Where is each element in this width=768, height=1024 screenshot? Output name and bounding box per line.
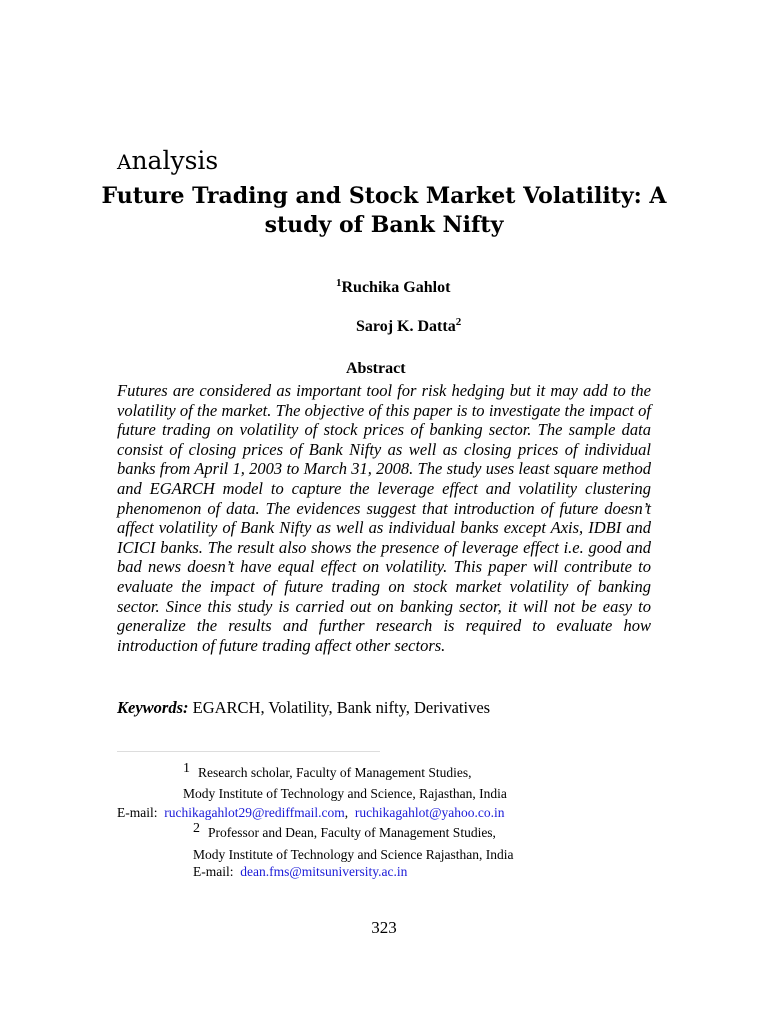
- footnote-2-email-label: E-mail:: [193, 864, 234, 879]
- footnote-divider: [117, 751, 380, 752]
- footnote-1-email-label: E-mail:: [117, 805, 158, 820]
- footnote-1-email-link-1[interactable]: ruchikagahlot29@rediffmail.com: [164, 805, 345, 820]
- footnote-1-email-separator: ,: [344, 805, 349, 820]
- keywords-text: EGARCH, Volatility, Bank nifty, Derivatives: [192, 698, 491, 717]
- paper-title: Future Trading and Stock Market Volatility: A study of Bank Nifty: [101, 183, 667, 238]
- footnote-1-email-link-2[interactable]: ruchikagahlot@yahoo.co.in: [354, 805, 505, 820]
- footnote-1-affiliation: Research scholar, Faculty of Management Studies,: [198, 765, 472, 780]
- keywords-label: Keywords:: [117, 698, 189, 717]
- author-2-name: Saroj K. Datta: [356, 318, 456, 335]
- footnote-1-mark: 1: [183, 761, 190, 776]
- footnote-1-line2: Mody Institute of Technology and Science, Rajasthan, India: [183, 786, 507, 801]
- abstract-heading: Abstract: [346, 360, 406, 377]
- author-1-name: Ruchika Gahlot: [341, 279, 451, 296]
- abstract-body: Futures are considered as important tool for risk hedging but it may add to the volatility of the market. The objective of this paper is to investigate the impact of future trading on volatility of stock prices of banking sector. The sample data consist of closing prices of Bank Nifty as well as closing prices of individual banks from April 1, 2003 to March 31, 2008. The study uses least square method and EGARCH model to capture the leverage effect and volatility clustering phenomenon of data. The evidences suggest that introduction of future doesn’t affect volatility of Bank Nifty as well as individual banks except Axis, IDBI and ICICI banks. The result also shows the presence of leverage effect i.e. good and bad news doesn’t have equal effect on volatility. This paper will contribute to evaluate the impact of future trading on stock market volatility of banking sector. Since this study is carried out on banking sector, it will not be easy to generalize the results and further research is required to evaluate how introduction of future trading affect other sectors.: [117, 381, 651, 655]
- footnote-2-mark: 2: [193, 821, 200, 836]
- footnote-2-email-link[interactable]: dean.fms@mitsuniversity.ac.in: [240, 864, 408, 879]
- author-2-mark: 2: [455, 316, 462, 328]
- keywords: [117, 698, 490, 718]
- author-2: [356, 318, 461, 336]
- author-1: [336, 279, 450, 297]
- section-label: [117, 146, 218, 175]
- page-number: 323: [371, 918, 397, 937]
- footnote-2-line1: [193, 820, 496, 842]
- section-label-initial: A: [117, 150, 132, 174]
- footnote-1-line1: [183, 760, 472, 782]
- section-label-rest: nalysis: [131, 146, 219, 175]
- footnote-2-affiliation: Professor and Dean, Faculty of Management Studies,: [208, 825, 496, 840]
- author-1-mark: 1: [336, 277, 342, 289]
- footnote-2-line2: Mody Institute of Technology and Science Rajasthan, India: [193, 847, 514, 862]
- footnote-2-email: [193, 863, 407, 881]
